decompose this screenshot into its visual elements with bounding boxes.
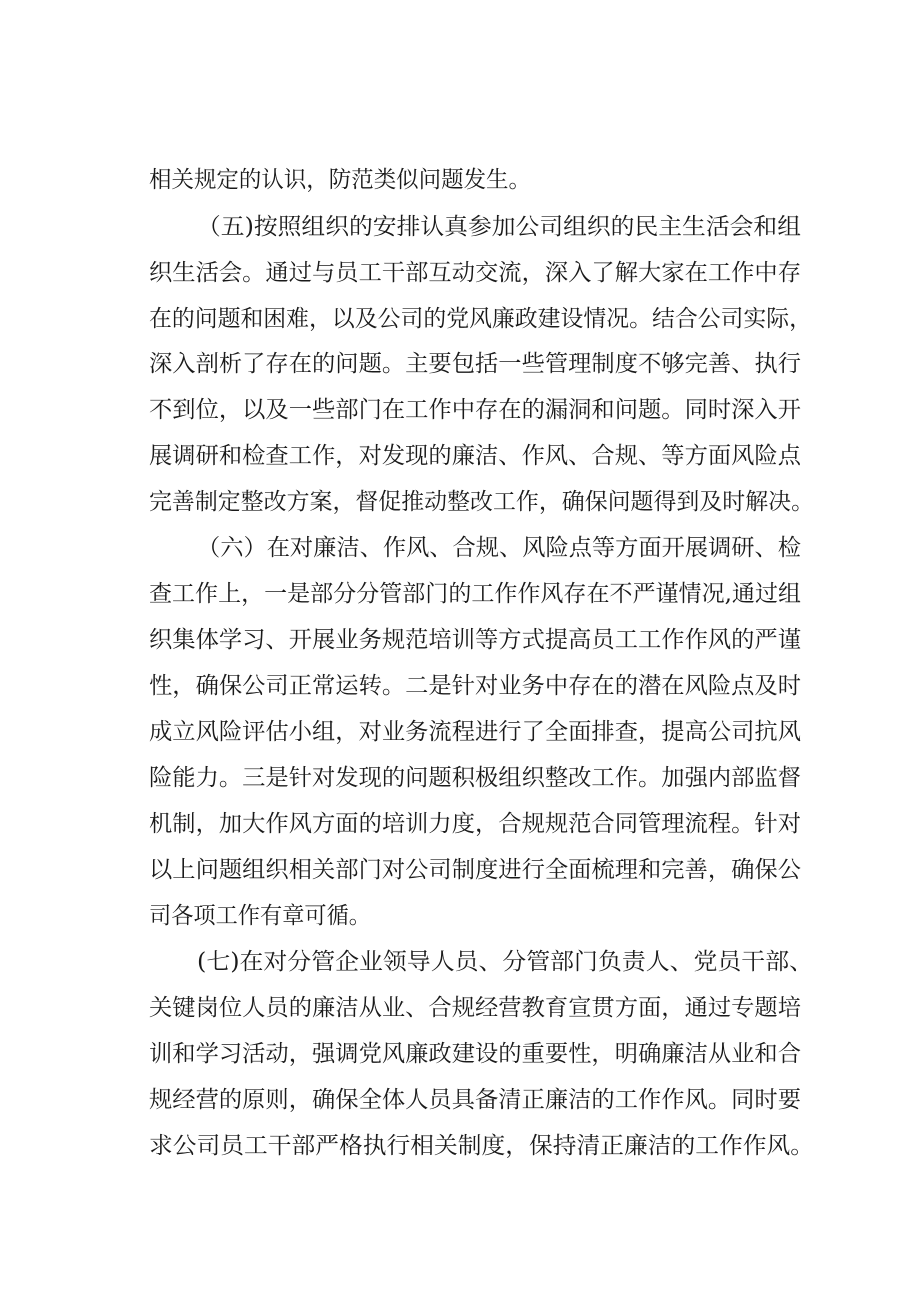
text-line bbox=[0, 160, 920, 200]
text-line-content: 织集体学习、开展业务规范培训等方式提高员工工作作风的严谨 bbox=[149, 627, 801, 653]
text-line-content: 规经营的原则，确保全体人员具备清正廉洁的工作作风。同时要 bbox=[149, 1087, 801, 1113]
text-line-content: 机制，加大作风方面的培训力度，合规规范合同管理流程。针对 bbox=[149, 811, 801, 837]
text-line bbox=[0, 207, 920, 247]
text-line bbox=[0, 620, 920, 660]
text-line bbox=[0, 1034, 920, 1074]
text-line-content: 关键岗位人员的廉洁从业、合规经营教育宣贯方面，通过专题培 bbox=[149, 995, 801, 1021]
text-line-content: 训和学习活动，强调党风廉政建设的重要性，明确廉洁从业和合 bbox=[149, 1041, 801, 1067]
text-line-content: 深入剖析了存在的问题。主要包括一些管理制度不够完善、执行 bbox=[149, 351, 801, 377]
text-line-content: (七)在对分管企业领导人员、分管部门负责人、党员干部、 bbox=[197, 949, 813, 975]
text-line bbox=[0, 482, 920, 522]
text-line bbox=[0, 253, 920, 293]
text-line bbox=[0, 436, 920, 476]
text-line-content: 司各项工作有章可循。 bbox=[149, 903, 371, 929]
text-line bbox=[0, 896, 920, 936]
text-line bbox=[0, 988, 920, 1028]
text-line bbox=[0, 1080, 920, 1120]
text-line-content: （六）在对廉洁、作风、合规、风险点等方面开展调研、检 bbox=[197, 535, 801, 561]
text-line-content: 不到位，以及一些部门在工作中存在的漏洞和问题。同时深入开 bbox=[149, 397, 801, 423]
text-line bbox=[0, 390, 920, 430]
text-line-content: 完善制定整改方案，督促推动整改工作，确保问题得到及时解决。 bbox=[149, 489, 814, 515]
text-line bbox=[0, 666, 920, 706]
text-line-content: （五)按照组织的安排认真参加公司组织的民主生活会和组 bbox=[197, 214, 801, 240]
text-line-content: 险能力。三是针对发现的问题积极组织整改工作。加强内部监督 bbox=[149, 765, 801, 791]
text-line bbox=[0, 1126, 920, 1166]
text-line-content: 相关规定的认识，防范类似问题发生。 bbox=[149, 167, 531, 193]
text-line bbox=[0, 299, 920, 339]
text-line bbox=[0, 574, 920, 614]
text-line-content: 织生活会。通过与员工干部互动交流，深入了解大家在工作中存 bbox=[149, 260, 801, 286]
text-line-content: 查工作上，一是部分分管部门的工作作风存在不严谨情况,通过组 bbox=[149, 581, 801, 607]
text-line bbox=[0, 942, 920, 982]
text-line bbox=[0, 850, 920, 890]
text-line bbox=[0, 758, 920, 798]
text-line bbox=[0, 344, 920, 384]
text-line-content: 性，确保公司正常运转。二是针对业务中存在的潜在风险点及时 bbox=[149, 673, 801, 699]
text-line bbox=[0, 528, 920, 568]
text-line-content: 求公司员工干部严格执行相关制度，保持清正廉洁的工作作风。 bbox=[149, 1133, 815, 1159]
text-line-content: 展调研和检查工作，对发现的廉洁、作风、合规、等方面风险点 bbox=[149, 443, 801, 469]
text-line bbox=[0, 712, 920, 752]
text-line-content: 在的问题和困难，以及公司的党风廉政建设情况。结合公司实际， bbox=[149, 306, 812, 332]
text-line-content: 成立风险评估小组，对业务流程进行了全面排查，提高公司抗风 bbox=[149, 719, 801, 745]
text-line bbox=[0, 804, 920, 844]
text-line-content: 以上问题组织相关部门对公司制度进行全面梳理和完善，确保公 bbox=[149, 857, 801, 883]
